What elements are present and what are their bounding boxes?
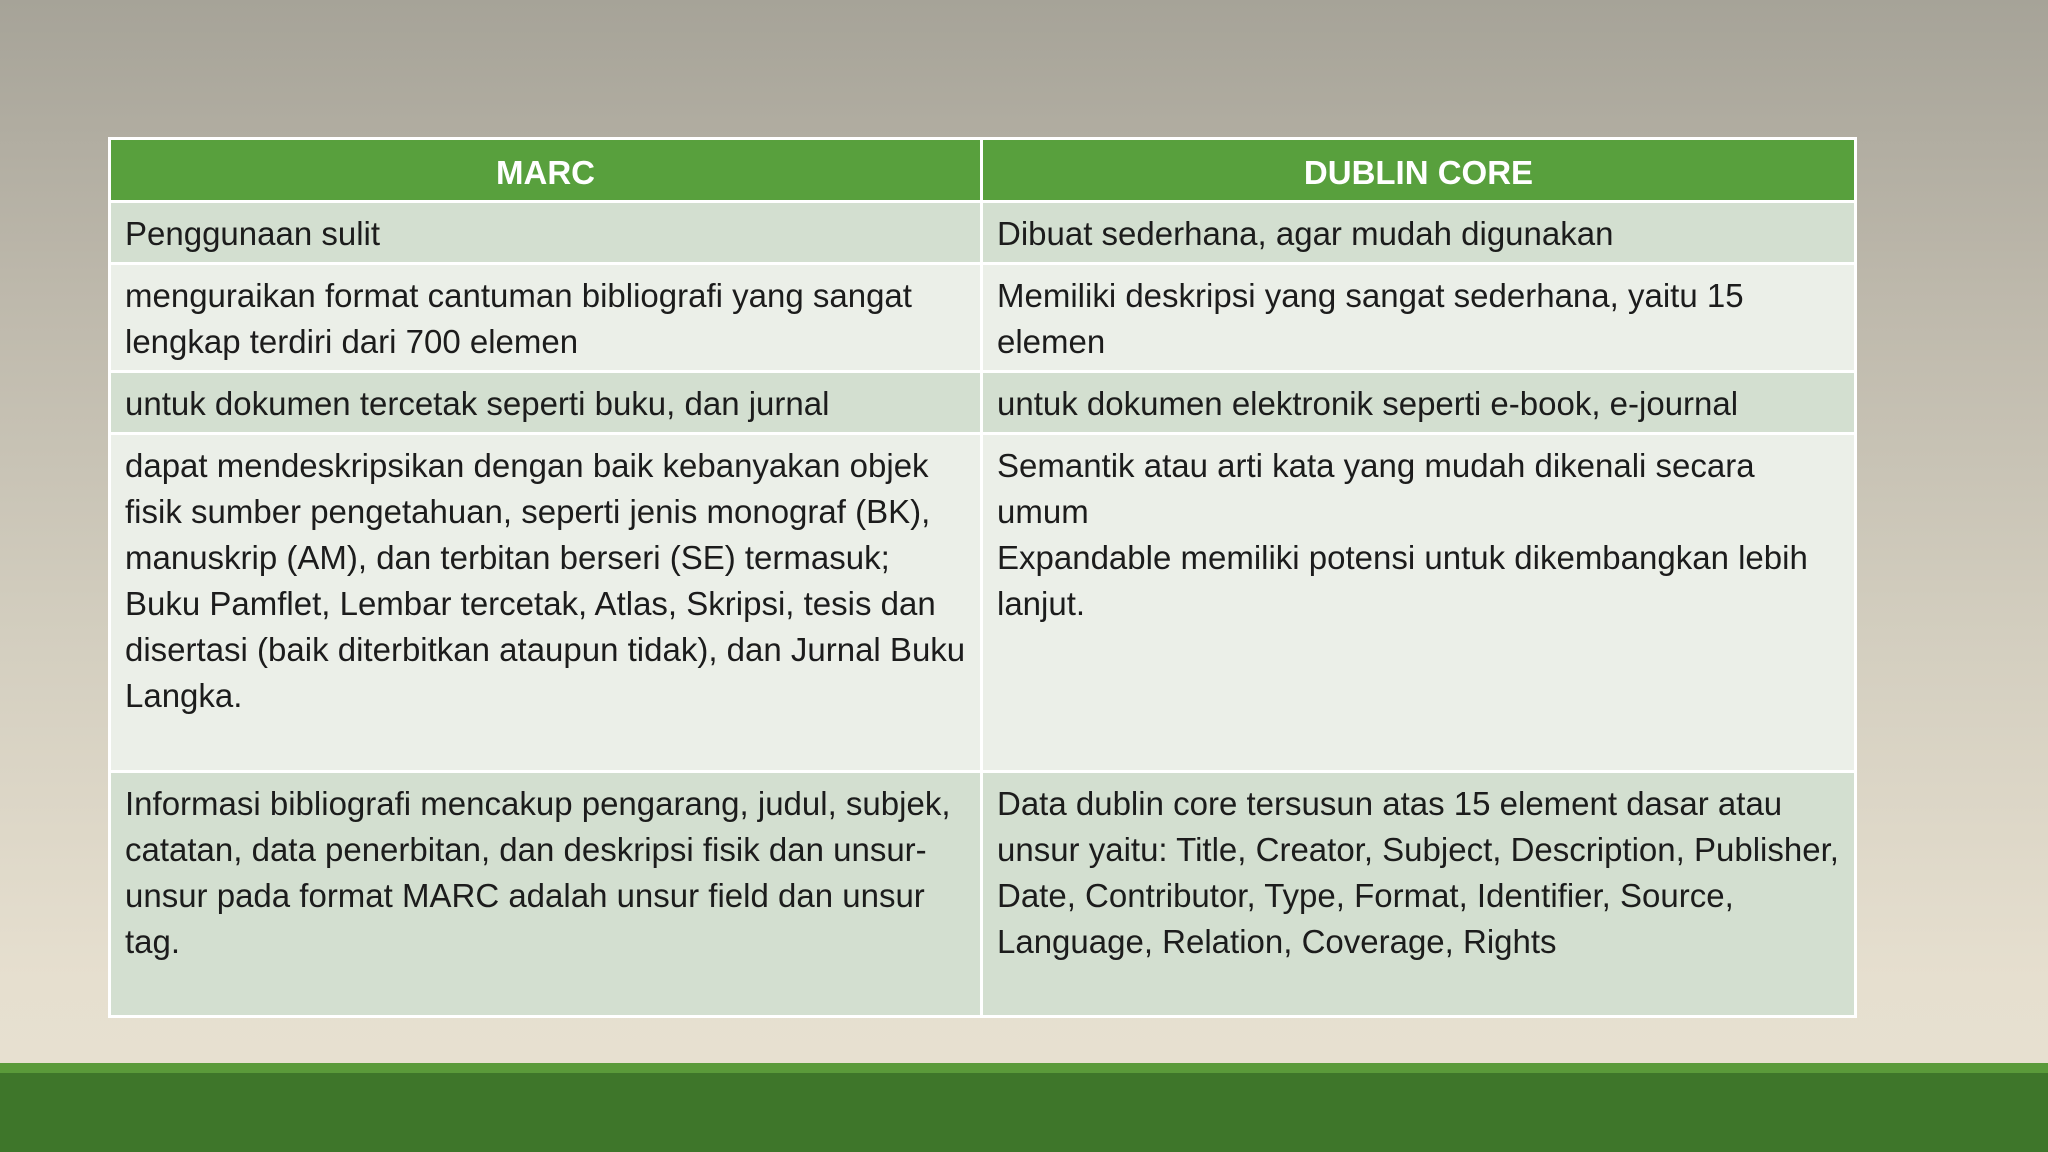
table-cell: untuk dokumen elektronik seperti e-book, e-journal: [982, 372, 1856, 434]
table-cell: Memiliki deskripsi yang sangat sederhana, yaitu 15 elemen: [982, 264, 1856, 372]
table-row: [110, 264, 1856, 372]
table-row: [110, 772, 1856, 1017]
table-row: [110, 202, 1856, 264]
footer-bar: [0, 1073, 2048, 1152]
footer-accent-line: [0, 1063, 2048, 1073]
table-cell: Dibuat sederhana, agar mudah digunakan: [982, 202, 1856, 264]
table-cell: menguraikan format cantuman bibliografi yang sangat lengkap terdiri dari 700 elemen: [110, 264, 982, 372]
table-cell: Penggunaan sulit: [110, 202, 982, 264]
header-marc: MARC: [110, 139, 982, 202]
table-header-row: [110, 139, 1856, 202]
header-dublin-core: DUBLIN CORE: [982, 139, 1856, 202]
table-row: [110, 434, 1856, 772]
table-cell: dapat mendeskripsikan dengan baik kebanyakan objek fisik sumber pengetahuan, seperti jenis monograf (BK), manuskrip (AM), dan terbitan berseri (SE) termasuk; Buku Pamflet, Lembar tercetak, Atlas, Skripsi, tesis dan disertasi (baik diterbitkan ataupun tidak), dan Jurnal Buku Langka.: [110, 434, 982, 772]
table-row: [110, 372, 1856, 434]
table-cell: Semantik atau arti kata yang mudah dikenali secara umum Expandable memiliki potensi untuk dikembangkan lebih lanjut.: [982, 434, 1856, 772]
table-cell: Data dublin core tersusun atas 15 element dasar atau unsur yaitu: Title, Creator, Subject, Description, Publisher, Date, Contributor, Type, Format, Identifier, Source, Language, Relation, Coverage, Rights: [982, 772, 1856, 1017]
comparison-table: [108, 137, 1857, 1018]
table-cell: Informasi bibliografi mencakup pengarang, judul, subjek, catatan, data penerbitan, dan deskripsi fisik dan unsur-unsur pada format MARC adalah unsur field dan unsur tag.: [110, 772, 982, 1017]
table-cell: untuk dokumen tercetak seperti buku, dan jurnal: [110, 372, 982, 434]
